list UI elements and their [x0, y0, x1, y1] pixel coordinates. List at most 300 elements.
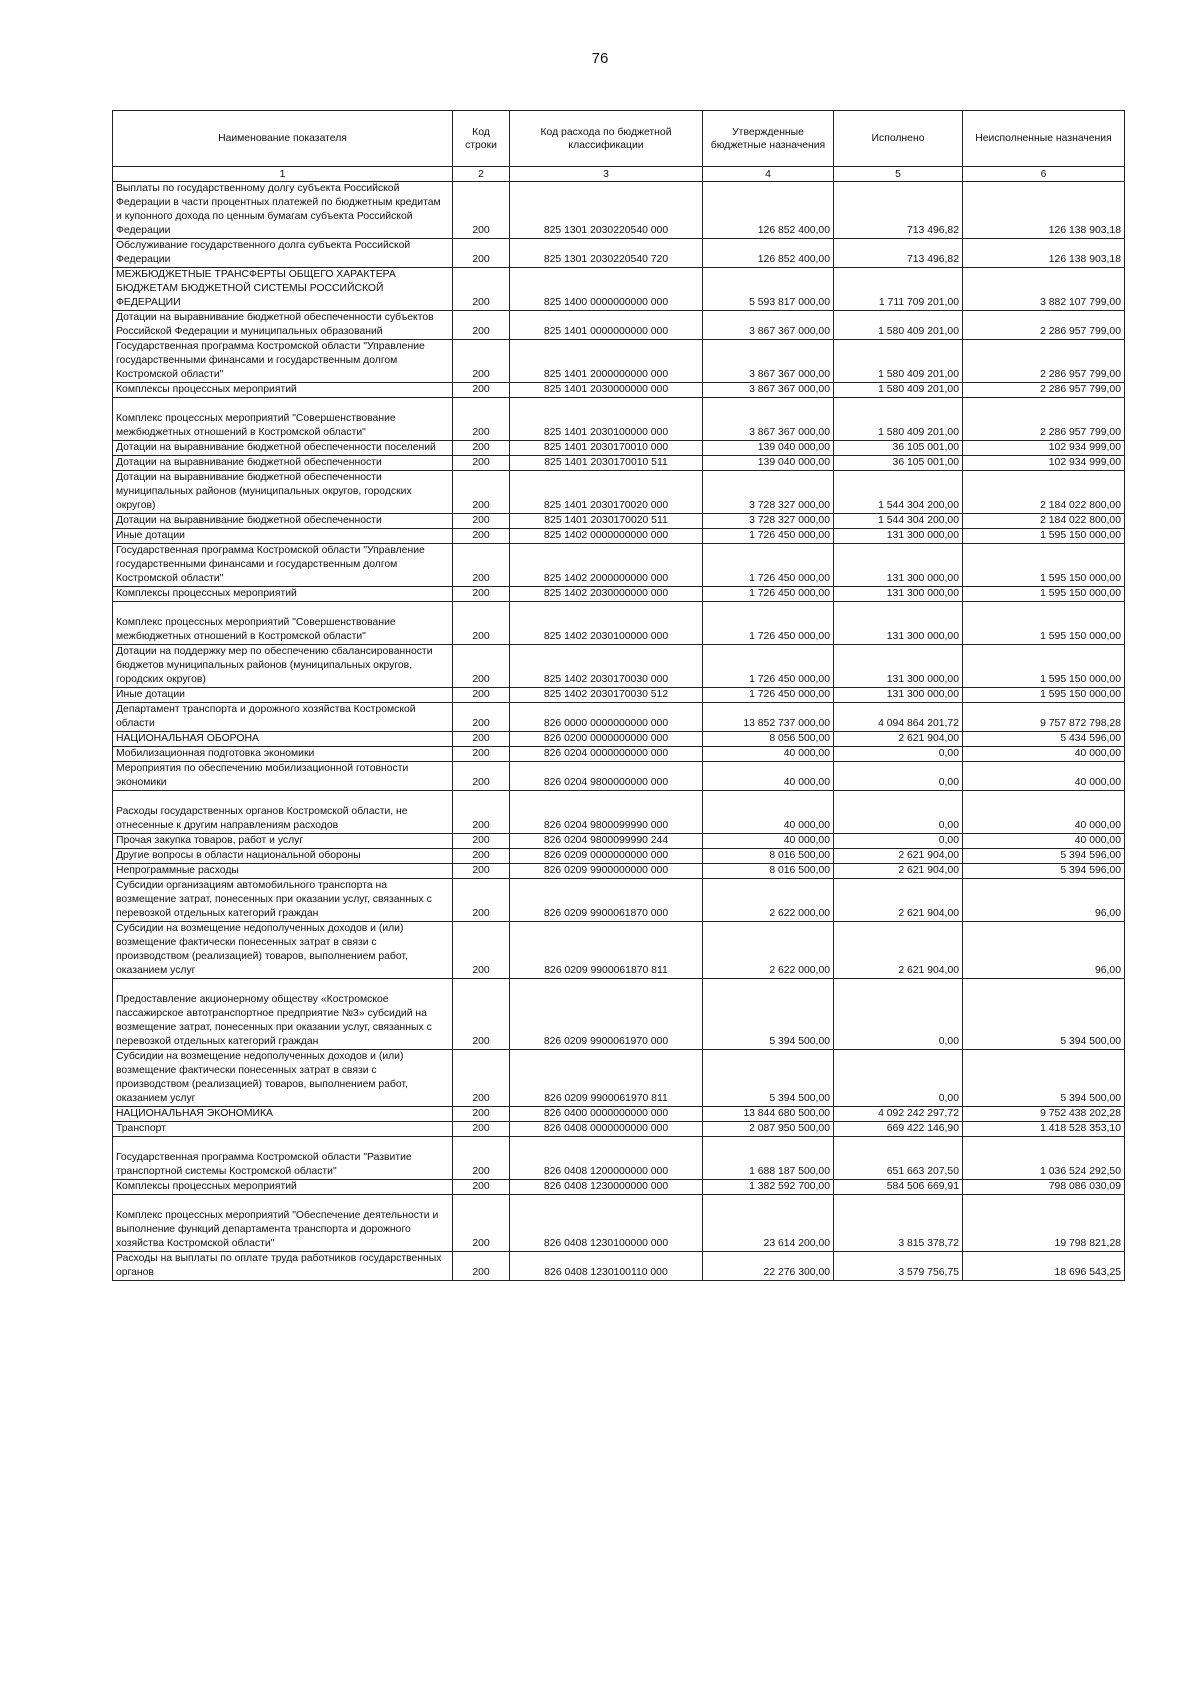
indicator-name-cell: [113, 732, 453, 747]
indicator-name: Дотации на выравнивание бюджетной обеспеченности поселений: [116, 442, 436, 453]
executed-amount-cell: 0,00: [834, 747, 963, 762]
indicator-name-cell: [113, 1122, 453, 1137]
unexecuted-amount-cell: 102 934 999,00: [963, 441, 1125, 456]
table-row: [113, 879, 1125, 922]
executed-amount-cell: 131 300 000,00: [834, 529, 963, 544]
line-code-cell: 200: [453, 311, 510, 340]
indicator-name: НАЦИОНАЛЬНАЯ ЭКОНОМИКА: [116, 1108, 273, 1119]
line-code-cell: 200: [453, 849, 510, 864]
approved-amount-cell: 3 728 327 000,00: [703, 514, 834, 529]
table-row: [113, 383, 1125, 398]
executed-amount-cell: 1 711 709 201,00: [834, 268, 963, 311]
approved-amount-cell: 1 726 450 000,00: [703, 688, 834, 703]
indicator-name-cell: [113, 1180, 453, 1195]
line-code-cell: 200: [453, 587, 510, 602]
approved-amount-cell: 139 040 000,00: [703, 456, 834, 471]
column-number: 1: [113, 167, 453, 182]
unexecuted-amount-cell: 2 286 957 799,00: [963, 398, 1125, 441]
header-expense-code: Код расхода по бюджетной классификации: [510, 111, 703, 167]
unexecuted-amount-cell: 18 696 543,25: [963, 1252, 1125, 1281]
table-row: [113, 645, 1125, 688]
table-row: [113, 456, 1125, 471]
indicator-name: Дотации на поддержку мер по обеспечению сбалансированности бюджетов муниципальных районов (муниципальных округов, городских округов): [116, 646, 433, 685]
line-code-cell: 200: [453, 747, 510, 762]
line-code-cell: 200: [453, 182, 510, 239]
unexecuted-amount-cell: 1 595 150 000,00: [963, 688, 1125, 703]
line-code-cell: 200: [453, 544, 510, 587]
executed-amount-cell: 131 300 000,00: [834, 587, 963, 602]
executed-amount-cell: 1 544 304 200,00: [834, 471, 963, 514]
line-code-cell: 200: [453, 471, 510, 514]
indicator-name-cell: [113, 834, 453, 849]
unexecuted-amount-cell: 798 086 030,09: [963, 1180, 1125, 1195]
indicator-name-cell: [113, 544, 453, 587]
approved-amount-cell: 13 852 737 000,00: [703, 703, 834, 732]
line-code-cell: 200: [453, 864, 510, 879]
approved-amount-cell: 22 276 300,00: [703, 1252, 834, 1281]
unexecuted-amount-cell: 2 184 022 800,00: [963, 471, 1125, 514]
indicator-name: Дотации на выравнивание бюджетной обеспеченности субъектов Российской Федерации и муниципальных образований: [116, 312, 434, 337]
indicator-name: Дотации на выравнивание бюджетной обеспеченности: [116, 457, 382, 468]
unexecuted-amount-cell: 5 394 500,00: [963, 1050, 1125, 1107]
table-row: [113, 514, 1125, 529]
approved-amount-cell: 2 622 000,00: [703, 879, 834, 922]
expense-code-cell: 826 0209 0000000000 000: [510, 849, 703, 864]
indicator-name: Государственная программа Костромской области "Управление государственными финансами и государственным долгом Костромской области": [116, 341, 425, 380]
expense-code-cell: 826 0209 9900000000 000: [510, 864, 703, 879]
table-row: [113, 1137, 1125, 1180]
table-row: [113, 441, 1125, 456]
unexecuted-amount-cell: 96,00: [963, 922, 1125, 979]
line-code-cell: 200: [453, 703, 510, 732]
approved-amount-cell: 1 726 450 000,00: [703, 602, 834, 645]
row-spacer: [116, 398, 449, 412]
indicator-name: Дотации на выравнивание бюджетной обеспеченности: [116, 515, 382, 526]
indicator-name: Обслуживание государственного долга субъекта Российской Федерации: [116, 240, 411, 265]
executed-amount-cell: 0,00: [834, 791, 963, 834]
approved-amount-cell: 3 867 367 000,00: [703, 383, 834, 398]
executed-amount-cell: 3 815 378,72: [834, 1195, 963, 1252]
column-number: 3: [510, 167, 703, 182]
line-code-cell: 200: [453, 762, 510, 791]
line-code-cell: 200: [453, 1252, 510, 1281]
line-code-cell: 200: [453, 1050, 510, 1107]
indicator-name: Иные дотации: [116, 689, 185, 700]
executed-amount-cell: 131 300 000,00: [834, 602, 963, 645]
indicator-name-cell: [113, 529, 453, 544]
executed-amount-cell: 2 621 904,00: [834, 879, 963, 922]
approved-amount-cell: 40 000,00: [703, 762, 834, 791]
indicator-name-cell: [113, 456, 453, 471]
approved-amount-cell: 8 056 500,00: [703, 732, 834, 747]
approved-amount-cell: 40 000,00: [703, 834, 834, 849]
indicator-name: Субсидии организациям автомобильного транспорта на возмещение затрат, понесенных при оказании услуг, связанных с перевозкой отдельных категорий граждан: [116, 880, 432, 919]
executed-amount-cell: 131 300 000,00: [834, 645, 963, 688]
indicator-name-cell: [113, 1252, 453, 1281]
executed-amount-cell: 584 506 669,91: [834, 1180, 963, 1195]
indicator-name: Департамент транспорта и дорожного хозяйства Костромской области: [116, 704, 416, 729]
indicator-name: Предоставление акционерному обществу «Костромское пассажирское автотранспортное предприятие №3» субсидий на возмещение затрат, понесенных при оказании услуг, связанных с перевозкой отдельных категорий граждан: [116, 994, 432, 1047]
executed-amount-cell: 2 621 904,00: [834, 849, 963, 864]
expense-code-cell: 825 1401 2030000000 000: [510, 383, 703, 398]
executed-amount-cell: 713 496,82: [834, 182, 963, 239]
line-code-cell: 200: [453, 514, 510, 529]
approved-amount-cell: 1 726 450 000,00: [703, 529, 834, 544]
executed-amount-cell: 4 092 242 297,72: [834, 1107, 963, 1122]
unexecuted-amount-cell: 5 434 596,00: [963, 732, 1125, 747]
column-number: 6: [963, 167, 1125, 182]
table-row: [113, 1180, 1125, 1195]
approved-amount-cell: 126 852 400,00: [703, 182, 834, 239]
expense-code-cell: 825 1401 2030170020 000: [510, 471, 703, 514]
expense-code-cell: 825 1301 2030220540 720: [510, 239, 703, 268]
executed-amount-cell: 0,00: [834, 1050, 963, 1107]
unexecuted-amount-cell: 102 934 999,00: [963, 456, 1125, 471]
table-row: [113, 529, 1125, 544]
executed-amount-cell: 1 580 409 201,00: [834, 383, 963, 398]
unexecuted-amount-cell: 2 184 022 800,00: [963, 514, 1125, 529]
approved-amount-cell: 1 726 450 000,00: [703, 544, 834, 587]
line-code-cell: 200: [453, 645, 510, 688]
line-code-cell: 200: [453, 834, 510, 849]
table-row: [113, 1050, 1125, 1107]
expense-code-cell: 825 1401 0000000000 000: [510, 311, 703, 340]
approved-amount-cell: 126 852 400,00: [703, 239, 834, 268]
expense-code-cell: 826 0204 0000000000 000: [510, 747, 703, 762]
column-number-row: [113, 167, 1125, 182]
indicator-name: МЕЖБЮДЖЕТНЫЕ ТРАНСФЕРТЫ ОБЩЕГО ХАРАКТЕРА БЮДЖЕТАМ БЮДЖЕТНОЙ СИСТЕМЫ РОССИЙСКОЙ ФЕДЕРАЦИИ: [116, 269, 396, 308]
unexecuted-amount-cell: 2 286 957 799,00: [963, 340, 1125, 383]
table-row: [113, 311, 1125, 340]
approved-amount-cell: 8 016 500,00: [703, 849, 834, 864]
line-code-cell: 200: [453, 732, 510, 747]
expense-code-cell: 825 1402 2000000000 000: [510, 544, 703, 587]
indicator-name-cell: [113, 879, 453, 922]
executed-amount-cell: 3 579 756,75: [834, 1252, 963, 1281]
indicator-name: Расходы государственных органов Костромской области, не отнесенные к другим направлениям расходов: [116, 806, 408, 831]
row-spacer: [116, 602, 449, 616]
executed-amount-cell: 1 544 304 200,00: [834, 514, 963, 529]
expense-code-cell: 825 1401 2030170010 511: [510, 456, 703, 471]
line-code-cell: 200: [453, 602, 510, 645]
unexecuted-amount-cell: 1 036 524 292,50: [963, 1137, 1125, 1180]
indicator-name-cell: [113, 979, 453, 1050]
header-approved: Утвержденные бюджетные назначения: [703, 111, 834, 167]
table-header-row: [113, 111, 1125, 167]
expense-code-cell: 825 1401 2000000000 000: [510, 340, 703, 383]
approved-amount-cell: 2 622 000,00: [703, 922, 834, 979]
expense-code-cell: 826 0209 9900061870 811: [510, 922, 703, 979]
unexecuted-amount-cell: 1 595 150 000,00: [963, 544, 1125, 587]
indicator-name-cell: [113, 747, 453, 762]
unexecuted-amount-cell: 5 394 596,00: [963, 849, 1125, 864]
indicator-name: Субсидии на возмещение недополученных доходов и (или) возмещение фактически понесенных затрат в связи с производством (реализацией) товаров, выполнением работ, оказанием услуг: [116, 923, 408, 976]
indicator-name: Непрограммные расходы: [116, 865, 239, 876]
line-code-cell: 200: [453, 1195, 510, 1252]
indicator-name-cell: [113, 791, 453, 834]
executed-amount-cell: 2 621 904,00: [834, 864, 963, 879]
indicator-name-cell: [113, 311, 453, 340]
expense-code-cell: 825 1402 0000000000 000: [510, 529, 703, 544]
line-code-cell: 200: [453, 688, 510, 703]
indicator-name-cell: [113, 602, 453, 645]
unexecuted-amount-cell: 1 595 150 000,00: [963, 602, 1125, 645]
unexecuted-amount-cell: 9 752 438 202,28: [963, 1107, 1125, 1122]
table-row: [113, 849, 1125, 864]
expense-code-cell: 825 1301 2030220540 000: [510, 182, 703, 239]
expense-code-cell: 826 0400 0000000000 000: [510, 1107, 703, 1122]
unexecuted-amount-cell: 3 882 107 799,00: [963, 268, 1125, 311]
indicator-name-cell: [113, 239, 453, 268]
budget-execution-table: [112, 110, 1125, 1281]
header-unexecuted: Неисполненные назначения: [963, 111, 1125, 167]
header-line-code: Код строки: [453, 111, 510, 167]
unexecuted-amount-cell: 5 394 596,00: [963, 864, 1125, 879]
executed-amount-cell: 651 663 207,50: [834, 1137, 963, 1180]
table-row: [113, 1122, 1125, 1137]
expense-code-cell: 826 0408 0000000000 000: [510, 1122, 703, 1137]
line-code-cell: 200: [453, 268, 510, 311]
indicator-name: Другие вопросы в области национальной обороны: [116, 850, 361, 861]
executed-amount-cell: 36 105 001,00: [834, 456, 963, 471]
unexecuted-amount-cell: 40 000,00: [963, 762, 1125, 791]
unexecuted-amount-cell: 19 798 821,28: [963, 1195, 1125, 1252]
column-number: 5: [834, 167, 963, 182]
line-code-cell: 200: [453, 1107, 510, 1122]
executed-amount-cell: 0,00: [834, 979, 963, 1050]
table-row: [113, 471, 1125, 514]
indicator-name-cell: [113, 762, 453, 791]
approved-amount-cell: 8 016 500,00: [703, 864, 834, 879]
indicator-name: Дотации на выравнивание бюджетной обеспеченности муниципальных районов (муниципальных округов, городских округов): [116, 472, 412, 511]
executed-amount-cell: 0,00: [834, 762, 963, 791]
indicator-name-cell: [113, 864, 453, 879]
header-name: Наименование показателя: [113, 111, 453, 167]
unexecuted-amount-cell: 2 286 957 799,00: [963, 311, 1125, 340]
indicator-name-cell: [113, 471, 453, 514]
indicator-name: Мероприятия по обеспечению мобилизационной готовности экономики: [116, 763, 409, 788]
line-code-cell: 200: [453, 791, 510, 834]
table-row: [113, 732, 1125, 747]
expense-code-cell: 825 1402 2030100000 000: [510, 602, 703, 645]
executed-amount-cell: 669 422 146,90: [834, 1122, 963, 1137]
table-row: [113, 182, 1125, 239]
table-row: [113, 239, 1125, 268]
expense-code-cell: 826 0408 1230100000 000: [510, 1195, 703, 1252]
table-row: [113, 268, 1125, 311]
indicator-name-cell: [113, 1195, 453, 1252]
executed-amount-cell: 1 580 409 201,00: [834, 311, 963, 340]
table-row: [113, 762, 1125, 791]
line-code-cell: 200: [453, 1122, 510, 1137]
table-row: [113, 602, 1125, 645]
approved-amount-cell: 3 867 367 000,00: [703, 340, 834, 383]
line-code-cell: 200: [453, 383, 510, 398]
expense-code-cell: 825 1400 0000000000 000: [510, 268, 703, 311]
approved-amount-cell: 1 382 592 700,00: [703, 1180, 834, 1195]
indicator-name-cell: [113, 1137, 453, 1180]
indicator-name: Прочая закупка товаров, работ и услуг: [116, 835, 304, 846]
indicator-name: Комплекс процессных мероприятий "Совершенствование межбюджетных отношений в Костромской области": [116, 617, 396, 642]
approved-amount-cell: 40 000,00: [703, 791, 834, 834]
approved-amount-cell: 23 614 200,00: [703, 1195, 834, 1252]
indicator-name-cell: [113, 340, 453, 383]
indicator-name-cell: [113, 398, 453, 441]
expense-code-cell: 826 0204 9800099990 244: [510, 834, 703, 849]
executed-amount-cell: 0,00: [834, 834, 963, 849]
expense-code-cell: 825 1401 2030170020 511: [510, 514, 703, 529]
expense-code-cell: 826 0209 9900061970 000: [510, 979, 703, 1050]
row-spacer: [116, 791, 449, 805]
indicator-name: Выплаты по государственному долгу субъекта Российской Федерации в части процентных платежей по бюджетным кредитам и купонного дохода по ценным бумагам субъекта Российской Федерации: [116, 183, 441, 236]
table-row: [113, 1252, 1125, 1281]
unexecuted-amount-cell: 1 595 150 000,00: [963, 645, 1125, 688]
indicator-name: Комплекс процессных мероприятий "Обеспечение деятельности и выполнение функций департамента транспорта и дорожного хозяйства Костромской области": [116, 1210, 439, 1249]
unexecuted-amount-cell: 1 418 528 353,10: [963, 1122, 1125, 1137]
expense-code-cell: 826 0408 1230100110 000: [510, 1252, 703, 1281]
executed-amount-cell: 131 300 000,00: [834, 688, 963, 703]
line-code-cell: 200: [453, 340, 510, 383]
line-code-cell: 200: [453, 1137, 510, 1180]
unexecuted-amount-cell: 40 000,00: [963, 747, 1125, 762]
indicator-name: Комплексы процессных мероприятий: [116, 384, 297, 395]
expense-code-cell: 825 1402 2030170030 512: [510, 688, 703, 703]
approved-amount-cell: 1 688 187 500,00: [703, 1137, 834, 1180]
indicator-name-cell: [113, 268, 453, 311]
table-body: [113, 182, 1125, 1281]
column-number: 2: [453, 167, 510, 182]
table-row: [113, 922, 1125, 979]
line-code-cell: 200: [453, 529, 510, 544]
page-number: 76: [591, 50, 609, 67]
expense-code-cell: 826 0204 9800099990 000: [510, 791, 703, 834]
expense-code-cell: 826 0000 0000000000 000: [510, 703, 703, 732]
approved-amount-cell: 5 593 817 000,00: [703, 268, 834, 311]
row-spacer: [116, 979, 449, 993]
approved-amount-cell: 3 867 367 000,00: [703, 311, 834, 340]
expense-code-cell: 826 0204 9800000000 000: [510, 762, 703, 791]
indicator-name-cell: [113, 514, 453, 529]
table-row: [113, 340, 1125, 383]
indicator-name: Комплексы процессных мероприятий: [116, 1181, 297, 1192]
table-row: [113, 747, 1125, 762]
indicator-name-cell: [113, 1050, 453, 1107]
unexecuted-amount-cell: 1 595 150 000,00: [963, 587, 1125, 602]
approved-amount-cell: 1 726 450 000,00: [703, 645, 834, 688]
executed-amount-cell: 2 621 904,00: [834, 732, 963, 747]
table-row: [113, 1195, 1125, 1252]
executed-amount-cell: 2 621 904,00: [834, 922, 963, 979]
approved-amount-cell: 5 394 500,00: [703, 979, 834, 1050]
line-code-cell: 200: [453, 239, 510, 268]
line-code-cell: 200: [453, 456, 510, 471]
unexecuted-amount-cell: 9 757 872 798,28: [963, 703, 1125, 732]
unexecuted-amount-cell: 126 138 903,18: [963, 182, 1125, 239]
table-row: [113, 834, 1125, 849]
indicator-name: Транспорт: [116, 1123, 166, 1134]
table-row: [113, 703, 1125, 732]
executed-amount-cell: 713 496,82: [834, 239, 963, 268]
indicator-name-cell: [113, 1107, 453, 1122]
unexecuted-amount-cell: 5 394 500,00: [963, 979, 1125, 1050]
unexecuted-amount-cell: 126 138 903,18: [963, 239, 1125, 268]
executed-amount-cell: 36 105 001,00: [834, 441, 963, 456]
line-code-cell: 200: [453, 1180, 510, 1195]
table-row: [113, 1107, 1125, 1122]
table-row: [113, 791, 1125, 834]
line-code-cell: 200: [453, 879, 510, 922]
expense-code-cell: 826 0408 1200000000 000: [510, 1137, 703, 1180]
indicator-name-cell: [113, 383, 453, 398]
unexecuted-amount-cell: 96,00: [963, 879, 1125, 922]
executed-amount-cell: 1 580 409 201,00: [834, 340, 963, 383]
indicator-name: Комплекс процессных мероприятий "Совершенствование межбюджетных отношений в Костромской области": [116, 413, 396, 438]
approved-amount-cell: 3 867 367 000,00: [703, 398, 834, 441]
indicator-name-cell: [113, 441, 453, 456]
table-row: [113, 864, 1125, 879]
unexecuted-amount-cell: 40 000,00: [963, 834, 1125, 849]
indicator-name-cell: [113, 922, 453, 979]
indicator-name-cell: [113, 849, 453, 864]
indicator-name: Субсидии на возмещение недополученных доходов и (или) возмещение фактически понесенных затрат в связи с производством (реализацией) товаров, выполнением работ, оказанием услуг: [116, 1051, 408, 1104]
indicator-name: Государственная программа Костромской области "Развитие транспортной системы Костромской области": [116, 1152, 412, 1177]
approved-amount-cell: 139 040 000,00: [703, 441, 834, 456]
table-row: [113, 688, 1125, 703]
line-code-cell: 200: [453, 922, 510, 979]
expense-code-cell: 825 1402 2030000000 000: [510, 587, 703, 602]
approved-amount-cell: 40 000,00: [703, 747, 834, 762]
approved-amount-cell: 2 087 950 500,00: [703, 1122, 834, 1137]
executed-amount-cell: 1 580 409 201,00: [834, 398, 963, 441]
expense-code-cell: 826 0209 9900061970 811: [510, 1050, 703, 1107]
unexecuted-amount-cell: 1 595 150 000,00: [963, 529, 1125, 544]
expense-code-cell: 825 1401 2030100000 000: [510, 398, 703, 441]
expense-code-cell: 825 1401 2030170010 000: [510, 441, 703, 456]
unexecuted-amount-cell: 40 000,00: [963, 791, 1125, 834]
line-code-cell: 200: [453, 398, 510, 441]
expense-code-cell: 826 0200 0000000000 000: [510, 732, 703, 747]
unexecuted-amount-cell: 2 286 957 799,00: [963, 383, 1125, 398]
expense-code-cell: 825 1402 2030170030 000: [510, 645, 703, 688]
approved-amount-cell: 3 728 327 000,00: [703, 471, 834, 514]
indicator-name-cell: [113, 587, 453, 602]
approved-amount-cell: 5 394 500,00: [703, 1050, 834, 1107]
table-row: [113, 979, 1125, 1050]
expense-code-cell: 826 0209 9900061870 000: [510, 879, 703, 922]
approved-amount-cell: 1 726 450 000,00: [703, 587, 834, 602]
executed-amount-cell: 4 094 864 201,72: [834, 703, 963, 732]
expense-code-cell: 826 0408 1230000000 000: [510, 1180, 703, 1195]
table-row: [113, 587, 1125, 602]
indicator-name-cell: [113, 645, 453, 688]
indicator-name: Мобилизационная подготовка экономики: [116, 748, 315, 759]
line-code-cell: 200: [453, 979, 510, 1050]
row-spacer: [116, 1195, 449, 1209]
column-number: 4: [703, 167, 834, 182]
indicator-name-cell: [113, 182, 453, 239]
indicator-name-cell: [113, 688, 453, 703]
indicator-name: НАЦИОНАЛЬНАЯ ОБОРОНА: [116, 733, 259, 744]
executed-amount-cell: 131 300 000,00: [834, 544, 963, 587]
line-code-cell: 200: [453, 441, 510, 456]
indicator-name: Государственная программа Костромской области "Управление государственными финансами и государственным долгом Костромской области": [116, 545, 425, 584]
indicator-name: Комплексы процессных мероприятий: [116, 588, 297, 599]
indicator-name: Иные дотации: [116, 530, 185, 541]
table-row: [113, 544, 1125, 587]
header-executed: Исполнено: [834, 111, 963, 167]
row-spacer: [116, 1137, 449, 1151]
indicator-name: Расходы на выплаты по оплате труда работников государственных органов: [116, 1253, 442, 1278]
